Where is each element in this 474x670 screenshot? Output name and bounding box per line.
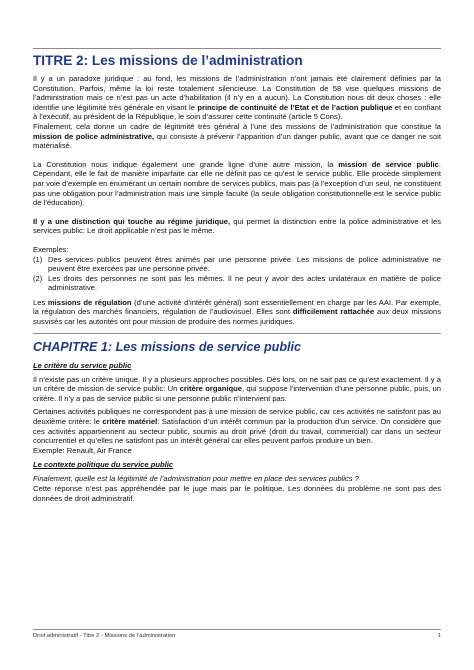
footer-text: Droit administratif - Titre 2 - Missions de l’administration <box>33 633 176 639</box>
paragraph-critere-1: Il n’existe pas un critère unique. Il y a plusieurs approches possibles. Dès lors, on ne sait pas ce qu’est exactement. Il y a un critère de mission de service public: Un critère organique, qui suppose l’intervention d’une personne public, puis, un critère. Il n’y a pas de service public si une personne public n’intervient pas. <box>33 374 441 403</box>
paragraph-critere-2: Certaines activités publiques ne correspondent pas à une mission de service public, car ces activités ne satisfont pas au deuxième critère: le critère matériel: Satisfaction d’un intérêt commun par la production d’un service. On considère que ces activités appartiennent au secteur public, soumis au droit privé (droit du travail, commercial) car dans un secteur concurrentiel et qu’elles ne satisfont pas un intérêt général car elles peuvent parfois produire un bien. <box>33 407 442 446</box>
top-rule <box>33 48 441 49</box>
list-item: (1) Des services publics peuvent êtres animés par une personne privée. Les missions de police administrative ne peuvent être exercées par une personne privée. <box>33 254 441 274</box>
chapter-title: CHAPITRE 1: Les missions de service public <box>33 339 302 354</box>
page-footer <box>33 629 441 639</box>
example-line: Exemple: Renault, Air France <box>33 445 132 455</box>
examples-list <box>33 255 441 293</box>
section-heading-critere: Le critère du service public <box>33 360 132 370</box>
paragraph-regulation: Les missions de régulation (d’une activité d’intérêt général) sont essentiellement en charge par les AAI. Par exemple, la régulation des marchés financiers, régulation de l’audiovisuel. Elles sont difficilement rattachée aux deux missions susvisés car les autorités ont pour mission de produire des normes juridiques. <box>33 297 441 327</box>
examples-label: Exemples: <box>33 244 69 254</box>
page-title: TITRE 2: Les missions de l’administration <box>33 53 303 68</box>
paragraph-contexte: Finalement, quelle est la légitimité de l’administration pour mettre en place des services publics ? Cette réponse n’est pas appréhendée par le juge mais par le politique. Les données du problème ne sont pas des données de droit administratif. <box>33 474 441 503</box>
paragraph-intro-1: Il y a un paradoxe juridique : au fond, les missions de l’administration n’ont jamais été clairement définies par la Constitution. Parfois, même la loi reste totalement silencieuse. La Constitution de 58 vise quelques missions de l’administration mais ce n’est pas un acte d’habilitation (il n’y en a aucun). La Constitution nous dit deux choses : elle identifie une légitimité très générale en visant le principe de continuité de l’Etat et de l’action publique et en confiant à l’exécutif, au président de la République, le soin d’assurer cette continuité (article 5 Cons). Finalement, cela donne un cadre de légitimité très général à l’une des missions de l’administration que constitue la mission de police administrative, qui consiste à prévenir l’apparition d’un danger public, avant que ce danger ne soit matérialisé. <box>33 74 441 151</box>
section-heading-contexte: Le contexte politique du service public <box>33 460 174 470</box>
page-number: 1 <box>437 633 441 639</box>
paragraph-regime-juridique: Il y a une distinction qui touche au régime juridique, qui permet la distinction entre la police administrative et les services public: Le droit applicable n’est pas le même. <box>33 216 441 236</box>
page-content <box>33 48 441 507</box>
list-item: (2) Les droits des personnes ne sont pas les mêmes. Il ne peut y avoir des actes unilatéraux en matière de police administrative. <box>33 273 441 293</box>
paragraph-service-public: La Constitution nous indique également une grande ligne d’une autre mission, la mission de service public. Cependant, elle le fait de manière imparfaite car elle ne définit pas ce qu’est le service public. Elle procède simplement par voie d’exemple en énumérant un certain nombre de services publics, mais pas (à l’exception d’un seul, ne constituent pas une obligation pour l’administration mais une simple faculté (la seule obligation constitutionnelle est le service public de l’éducation). <box>33 159 441 208</box>
chapter-rule <box>33 333 441 334</box>
